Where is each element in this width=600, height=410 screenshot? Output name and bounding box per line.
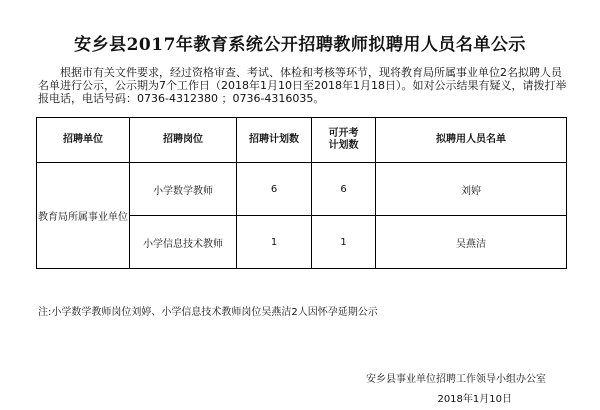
cell-plan: 1 <box>237 216 312 269</box>
cell-position: 小学信息技术教师 <box>130 216 237 269</box>
header-name: 拟聘用人员名单 <box>376 118 567 163</box>
recruitment-table <box>36 117 567 269</box>
table-header-row <box>37 118 567 163</box>
cell-name: 刘婷 <box>376 163 567 216</box>
cell-exam: 6 <box>312 163 376 216</box>
header-exam-line-1: 可开考 <box>328 128 359 139</box>
page-title: 安乡县2017年教育系统公开招聘教师拟聘用人员名单公示 <box>74 35 526 55</box>
table-row <box>37 163 567 216</box>
intro-line-1: 根据市有关文件要求，经过资格审查、考试、体检和考核等环节，现将教育局所属事业单位2名拟聘人员名单 <box>38 66 562 92</box>
cell-position: 小学数学教师 <box>130 163 237 216</box>
header-exam-line-2: 计划数 <box>328 140 359 151</box>
intro-line-3: 话号码：0736-4312380 ；0736-4316035。 <box>93 92 325 105</box>
signature-date: 2018年1月10日 <box>437 394 512 405</box>
footnote: 注:小学数学教师岗位刘婷、小学信息技术教师岗位吴燕洁2人因怀孕延期公示 <box>38 307 378 318</box>
cell-name: 吴燕洁 <box>376 216 567 269</box>
header-unit: 招聘单位 <box>37 118 130 163</box>
header-exam <box>312 118 376 163</box>
header-plan: 招聘计划数 <box>237 118 312 163</box>
intro-line-2: 进行公示，公示期为7个工作日（2018年1月10日至2018年1月18日）。如对公示结果有疑义，请拨打举报电话，电 <box>38 79 567 105</box>
cell-plan: 6 <box>237 163 312 216</box>
cell-exam: 1 <box>312 216 376 269</box>
signature-org: 安乡县事业单位招聘工作领导小组办公室 <box>366 374 546 385</box>
cell-unit: 教育局所属事业单位 <box>37 163 130 269</box>
header-position: 招聘岗位 <box>130 118 237 163</box>
intro-paragraph <box>38 66 568 105</box>
